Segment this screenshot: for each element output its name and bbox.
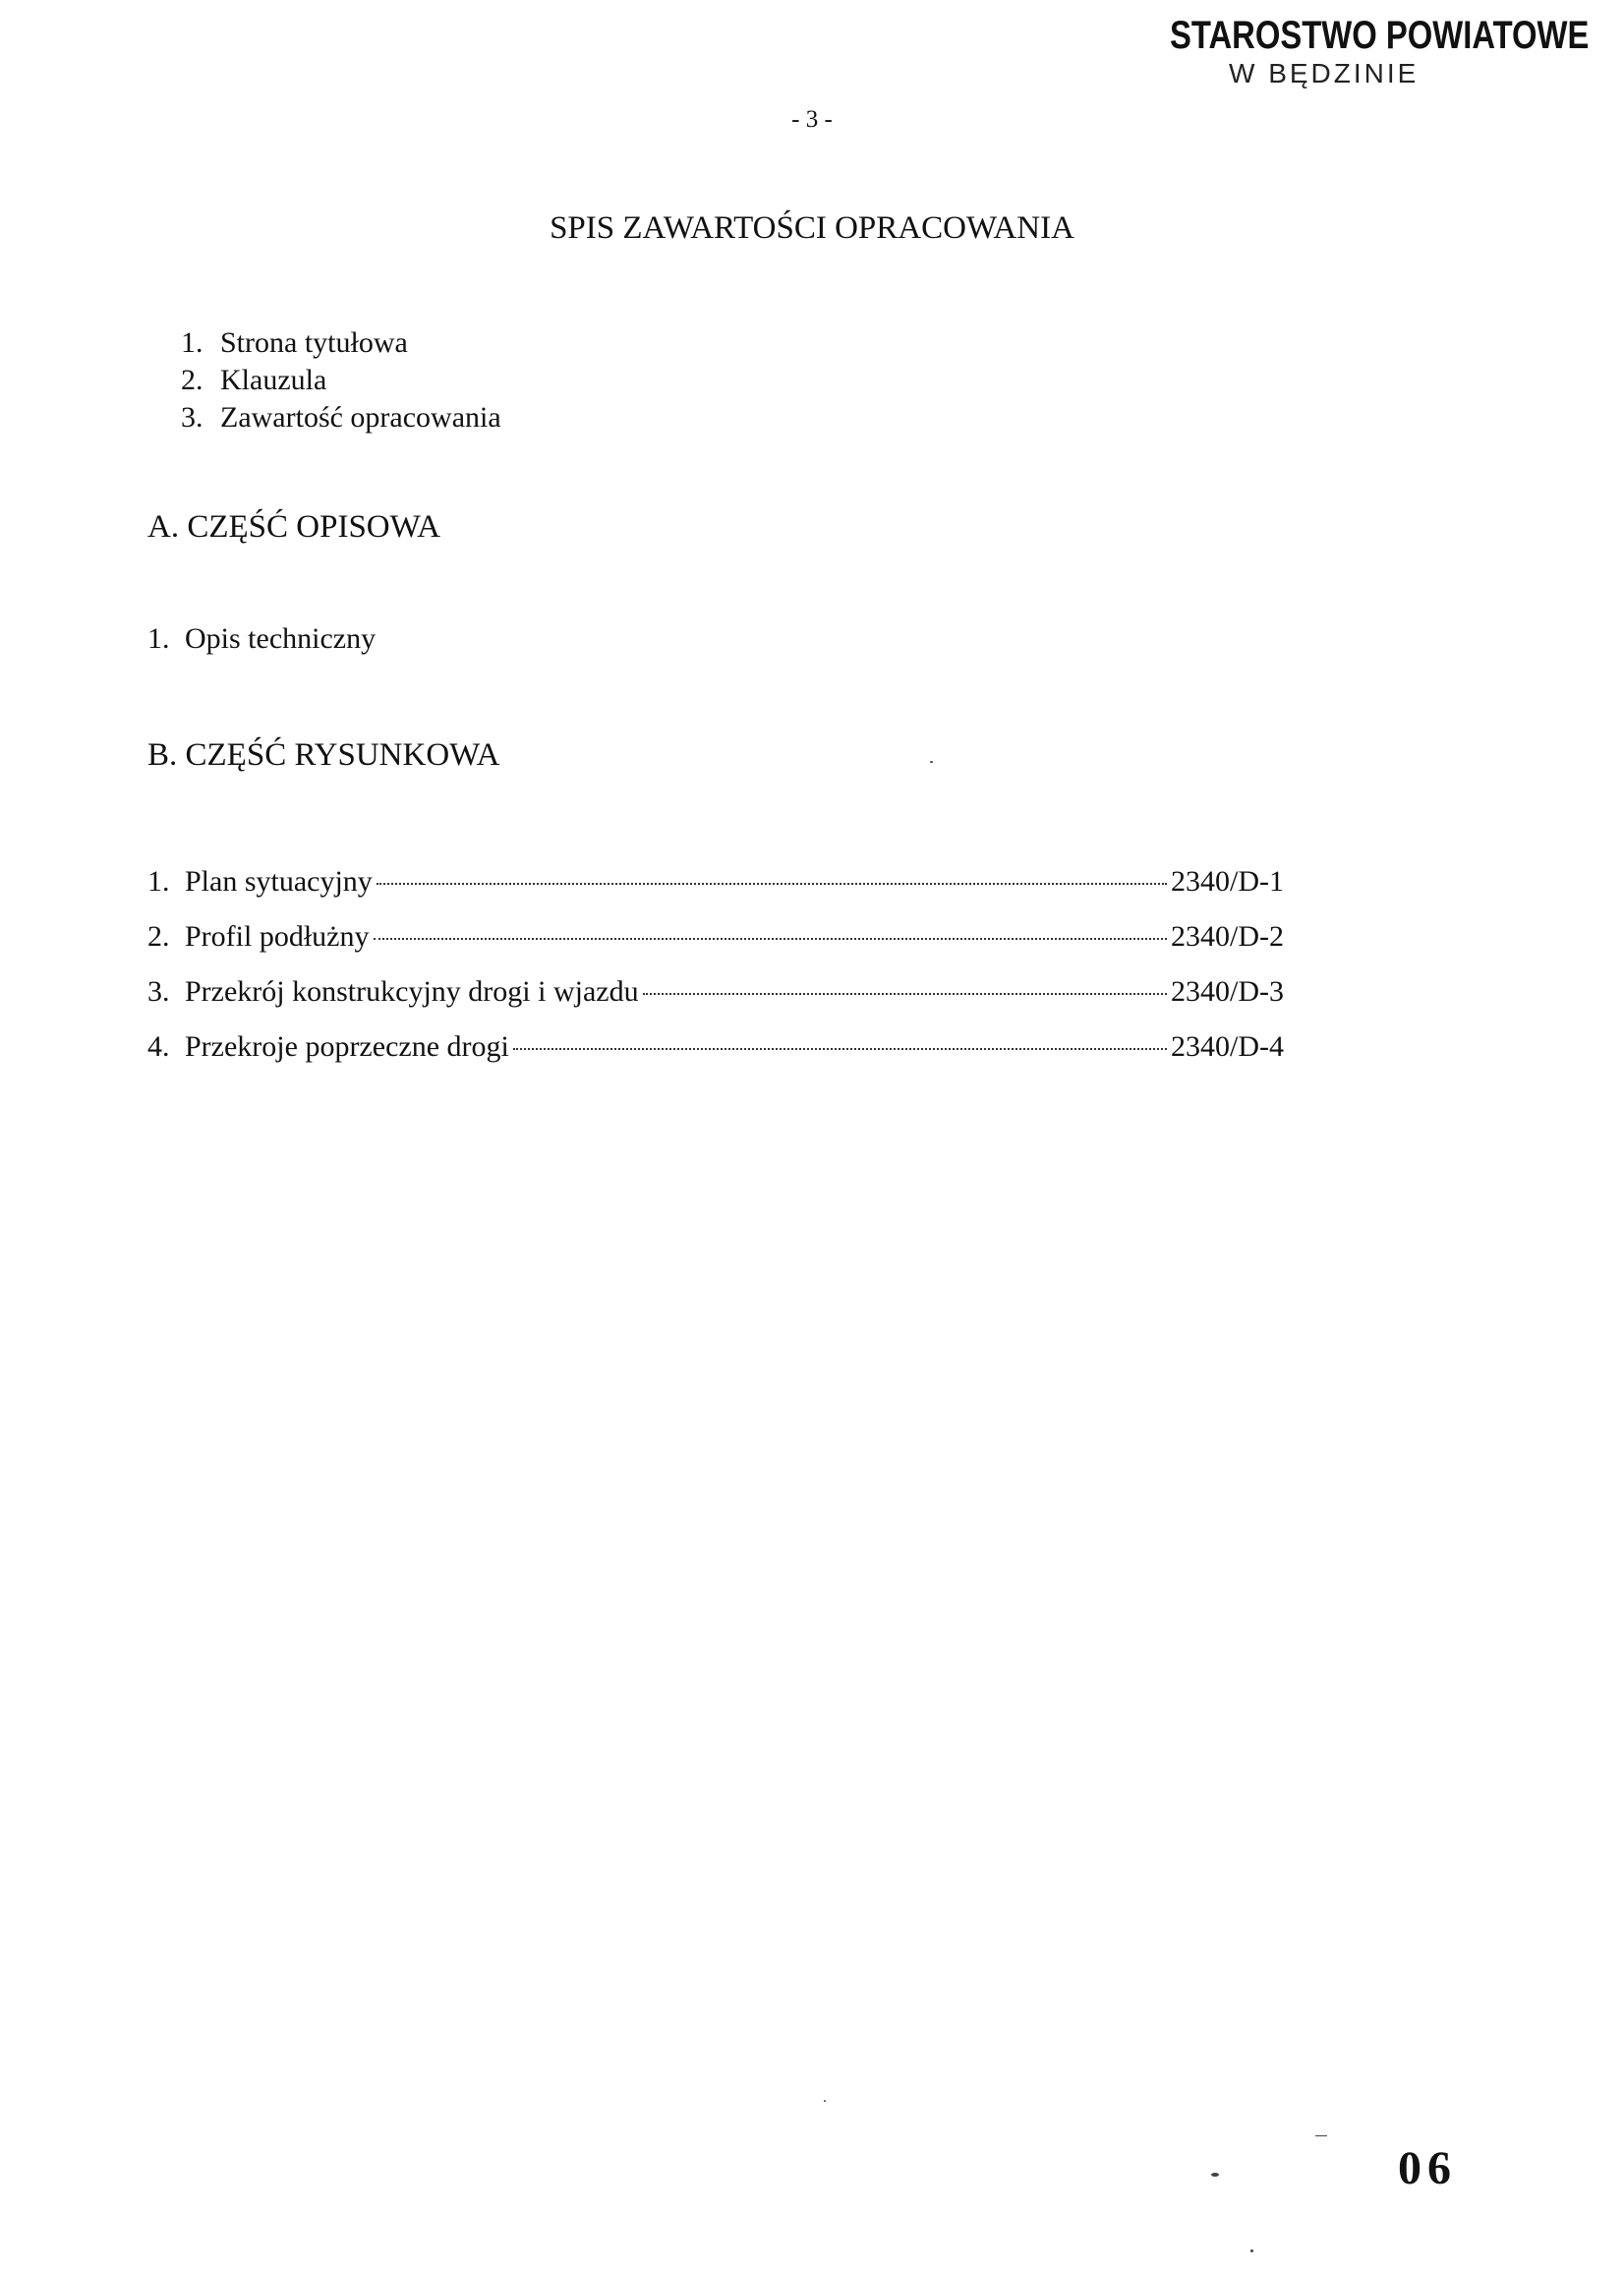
item-number: 1.	[147, 622, 170, 655]
list-item	[147, 865, 1284, 920]
page-number: - 3 -	[791, 106, 833, 133]
scan-speck	[1211, 2173, 1219, 2177]
list-item	[181, 362, 501, 399]
item-label	[147, 1030, 509, 1064]
item-label	[147, 865, 373, 899]
section-b-heading: B. CZĘŚĆ RYSUNKOWA	[147, 737, 500, 773]
item-number: 2.	[147, 920, 170, 953]
document-title: SPIS ZAWARTOŚCI OPRACOWANIA	[550, 210, 1074, 246]
section-a-list	[147, 622, 376, 656]
dot-leader	[513, 1048, 1167, 1050]
drawing-code: 2340/D-4	[1171, 1030, 1284, 1063]
dot-leader	[377, 883, 1167, 885]
item-label	[147, 920, 370, 954]
list-item	[147, 920, 1284, 975]
item-number: 2.	[181, 364, 203, 396]
stamp-office-name: STAROSTWO POWIATOWE	[1170, 14, 1590, 57]
list-item	[147, 1030, 1284, 1085]
list-item	[181, 399, 501, 437]
section-b-list	[147, 865, 1284, 1085]
item-number: 1.	[147, 865, 170, 898]
drawing-code: 2340/D-1	[1171, 865, 1284, 898]
stamp-office-location: W BĘDZINIE	[1229, 58, 1420, 88]
intro-list	[181, 324, 501, 437]
drawing-code: 2340/D-3	[1171, 975, 1284, 1008]
item-label	[147, 975, 639, 1009]
item-number: 1.	[181, 326, 203, 359]
scan-speck	[824, 2100, 826, 2102]
dot-leader	[643, 993, 1167, 995]
office-stamp	[1170, 14, 1590, 89]
item-text: Przekrój konstrukcyjny drogi i wjazdu	[185, 975, 639, 1008]
scan-speck	[1250, 2249, 1253, 2252]
item-text: Przekroje poprzeczne drogi	[185, 1030, 509, 1063]
item-text: Klauzula	[220, 364, 327, 396]
item-number: 3.	[147, 975, 170, 1008]
list-item	[181, 324, 501, 362]
item-number: 4.	[147, 1030, 170, 1063]
item-text: Profil podłużny	[185, 920, 370, 953]
section-a-heading: A. CZĘŚĆ OPISOWA	[147, 509, 440, 545]
scan-speck	[930, 761, 933, 763]
item-text: Strona tytułowa	[220, 326, 408, 359]
dot-leader	[374, 938, 1168, 940]
item-text: Plan sytuacyjny	[185, 865, 373, 898]
sheet-number-mark: 06	[1398, 2142, 1457, 2194]
item-number: 3.	[181, 401, 203, 434]
list-item	[147, 622, 376, 656]
item-text: Opis techniczny	[185, 622, 377, 655]
list-item	[147, 975, 1284, 1030]
item-text: Zawartość opracowania	[220, 401, 501, 434]
drawing-code: 2340/D-2	[1171, 920, 1284, 953]
scan-speck	[1315, 2135, 1327, 2136]
